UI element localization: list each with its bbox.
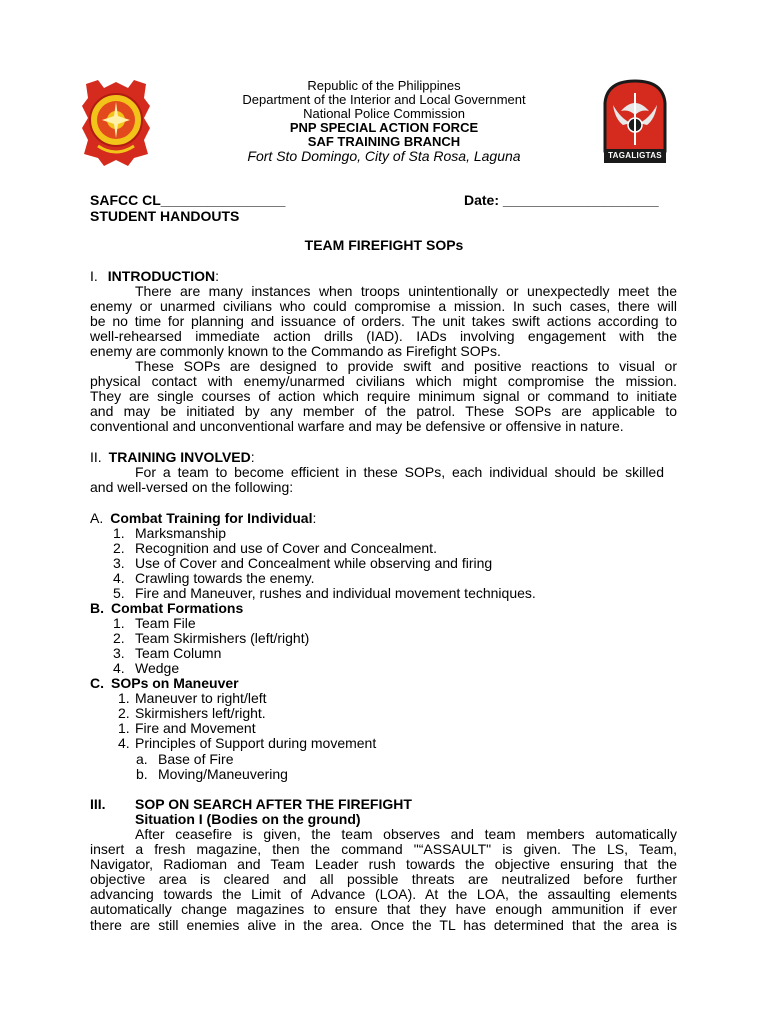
section-c-heading [90,676,239,691]
training-title: TRAINING INVOLVED [108,449,251,465]
text-line: For a team to become efficient in these SOPs, each individual should be skilled [135,464,664,480]
item-number: 4. [118,735,130,751]
header-saf: PNP SPECIAL ACTION FORCE [289,120,479,135]
section-b-title: Combat Formations [111,600,244,616]
section-a-list [113,526,536,601]
list-item [113,631,309,646]
search-numeral: III. [90,796,106,812]
item-number: 2. [113,540,125,556]
list-item [113,526,536,541]
section-b-heading [90,601,243,616]
item-letter: b. [136,766,148,782]
item-number: 3. [113,645,125,661]
document-title: TEAM FIREFIGHT SOPs [304,237,464,253]
situation-heading: Situation I (Bodies on the ground) [135,811,361,827]
training-colon: : [250,449,255,465]
list-item [113,541,536,556]
item-number: 1. [113,615,125,631]
text-line: enemy are commonly known to the Commando as Firefight SOPs. [90,343,501,360]
text-line: and may be initiated by any member of the patrol. These SOPs are applicable to [90,403,677,420]
item-text: Base of Fire [158,751,234,767]
section-c-title: SOPs on Maneuver [111,675,239,691]
item-text: Team Skirmishers (left/right) [135,630,310,646]
list-item [118,691,376,706]
text-line: conventional and unconventional warfare and may be defensive or offensive in nature. [90,418,624,435]
item-text: Wedge [135,660,180,676]
header-republic: Republic of the Philippines [307,78,461,93]
list-item [136,752,288,767]
list-item [118,721,376,736]
intro-paragraph-1 [90,284,677,359]
text-line: and well-versed on the following: [90,479,294,496]
item-text: Team Column [135,645,222,661]
right-logo-caption: TAGALIGTAS [608,151,662,160]
item-number: 3. [113,555,125,571]
item-number: 1. [118,690,130,706]
text-line: objective area is cleared and all possible threats are neutralized before further [90,871,677,888]
list-item [113,556,536,571]
text-line: There are many instances when troops unintentionally or unexpectedly meet the [135,283,677,299]
section-c-letter: C. [90,675,104,691]
text-line: physical contact with enemy/unarmed civilians which might compromise the mission. [90,373,677,390]
item-text: Recognition and use of Cover and Concealment. [135,540,437,556]
intro-numeral: I. [90,268,98,284]
list-item [118,706,376,721]
item-text: Use of Cover and Concealment while observing and firing [135,555,493,571]
student-handouts-label: STUDENT HANDOUTS [90,208,240,224]
header-training-branch: SAF TRAINING BRANCH [307,134,461,149]
header-department: Department of the Interior and Local Government [242,92,526,107]
item-number: 4. [113,660,125,676]
item-text: Moving/Maneuvering [158,766,288,782]
section-c-list [118,691,376,751]
search-paragraph [90,827,677,933]
item-text: Principles of Support during movement [135,735,377,751]
intro-heading [90,269,219,284]
training-numeral: II. [90,449,102,465]
list-item [113,586,536,601]
text-line: After ceasefire is given, the team observes and team members automatically [135,826,677,842]
list-item [136,767,288,782]
list-item [113,661,309,676]
item-number: 2. [113,630,125,646]
training-heading [90,450,255,465]
item-number: 5. [113,585,125,601]
item-text: Fire and Maneuver, rushes and individual movement techniques. [135,585,536,601]
safcc-field: SAFCC CL________________ [90,192,286,208]
text-line: enemy or unarmed civilians who could compromise a mission. In such cases, there will [90,298,677,315]
text-line: insert a fresh magazine, then the command "“ASSAULT" is given. The LS, Team, [90,841,677,858]
section-a-title: Combat Training for Individual [110,510,313,526]
header-location: Fort Sto Domingo, City of Sta Rosa, Laguna [247,148,521,164]
section-a-colon: : [312,510,317,526]
item-number: 2. [118,705,130,721]
text-line: well-rehearsed immediate action drills (IAD). IADs involving engagement with the [90,328,677,345]
section-a-heading [90,511,316,526]
section-a-letter: A. [90,510,104,526]
text-line: Navigator, Radioman and Team Leader rush towards the objective ensuring that the [90,856,677,873]
item-text: Crawling towards the enemy. [135,570,315,586]
list-item [113,646,309,661]
item-text: Marksmanship [135,525,227,541]
intro-colon: : [215,268,219,284]
date-field: Date: ____________________ [464,192,659,208]
list-item [113,571,536,586]
text-line: be no time for planning and issuance of orders. The unit takes swift actions according to [90,313,677,330]
list-item [113,616,309,631]
text-line: there are still enemies alive in the area. Once the TL has determined that the area is [90,916,677,933]
search-title: SOP ON SEARCH AFTER THE FIREFIGHT [135,796,412,812]
item-number: 1. [118,720,130,736]
training-paragraph [90,465,664,495]
item-text: Fire and Movement [135,720,256,736]
text-line: automatically change magazines to ensure that they have enough ammunition if ever [90,901,677,918]
intro-paragraph-2 [90,359,677,434]
text-line: advancing towards the Limit of Advance (LOA). At the LOA, the assaulting elements [90,886,677,903]
intro-title: INTRODUCTION [107,268,216,284]
header-commission: National Police Commission [303,106,465,121]
item-number: 1. [113,525,125,541]
section-b-letter: B. [90,600,104,616]
item-letter: a. [136,751,148,767]
text-line: They are single courses of action which require minimum signal or command to initiate [90,388,677,405]
item-text: Team File [135,615,196,631]
section-b-list [113,616,309,676]
section-c-sublist [136,752,288,782]
text-line: These SOPs are designed to provide swift and positive reactions to visual or [135,358,677,374]
search-heading [90,797,106,812]
list-item [118,736,376,751]
item-text: Maneuver to right/left [135,690,267,706]
item-number: 4. [113,570,125,586]
item-text: Skirmishers left/right. [135,705,266,721]
